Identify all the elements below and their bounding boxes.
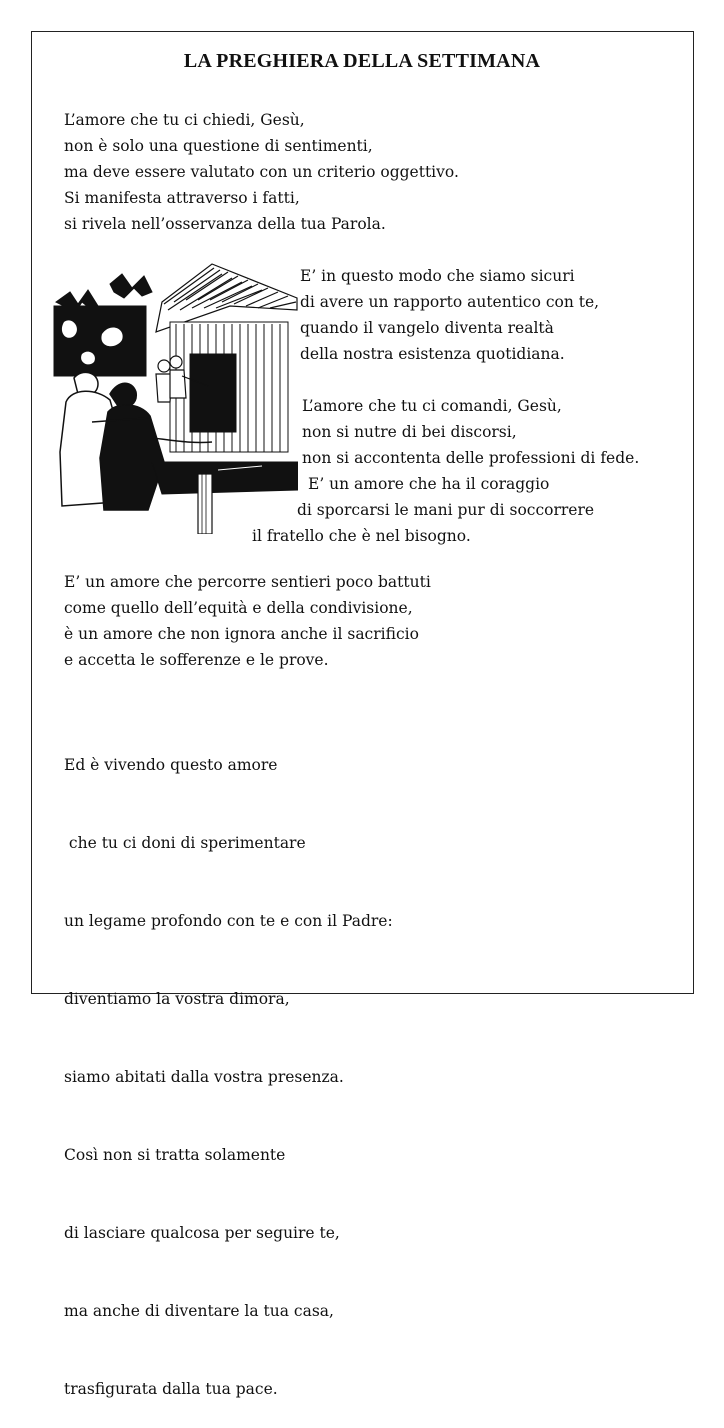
stanza-line: si rivela nell’osservanza della tua Parola. — [64, 215, 386, 233]
stanza-2 — [300, 263, 599, 367]
stanza-line: non si accontenta delle professioni di fede. — [302, 449, 640, 467]
page-title: LA PREGHIERA DELLA SETTIMANA — [183, 50, 541, 72]
stanza-line: quando il vangelo diventa realtà — [300, 319, 554, 337]
stanza-line: L’amore che tu ci chiedi, Gesù, — [64, 111, 305, 129]
stanza-line: E’ un amore che ha il coraggio — [308, 475, 550, 493]
stanza-1 — [64, 107, 459, 237]
stanza-line: il fratello che è nel bisogno. — [252, 527, 471, 545]
stanza-line: come quello dell’equità e della condivisione, — [64, 599, 413, 617]
stanza-line: un legame profondo con te e con il Padre: — [64, 912, 393, 930]
stanza-line: diventiamo la vostra dimora, — [64, 990, 290, 1008]
stanza-3 — [0, 393, 724, 549]
stanza-line: della nostra esistenza quotidiana. — [300, 345, 565, 363]
stanza-line: di sporcarsi le mani pur di soccorrere — [297, 501, 595, 519]
stanza-line: non è solo una questione di sentimenti, — [64, 137, 373, 155]
stanza-line: Si manifesta attraverso i fatti, — [64, 189, 300, 207]
stanza-line: E’ in questo modo che siamo sicuri — [300, 267, 575, 285]
stanza-line: Ed è vivendo questo amore — [64, 756, 278, 774]
stanza-line: di lasciare qualcosa per seguire te, — [64, 1224, 340, 1242]
stanza-line: che tu ci doni di sperimentare — [64, 834, 306, 852]
stanza-5 — [64, 700, 393, 1428]
stanza-line: L’amore che tu ci comandi, Gesù, — [302, 397, 562, 415]
stanza-line: di avere un rapporto autentico con te, — [300, 293, 600, 311]
stanza-line: E’ un amore che percorre sentieri poco battuti — [64, 573, 431, 591]
stanza-line: ma anche di diventare la tua casa, — [64, 1302, 334, 1320]
stanza-line: Così non si tratta solamente — [64, 1146, 286, 1164]
stanza-line: e accetta le sofferenze e le prove. — [64, 651, 329, 669]
stanza-line: siamo abitati dalla vostra presenza. — [64, 1068, 344, 1086]
stanza-line: è un amore che non ignora anche il sacrificio — [64, 625, 419, 643]
stanza-line: ma deve essere valutato con un criterio oggettivo. — [64, 163, 459, 181]
stanza-line: trasfigurata dalla tua pace. — [64, 1380, 278, 1398]
stanza-line: non si nutre di bei discorsi, — [302, 423, 517, 441]
stanza-4 — [64, 569, 431, 673]
